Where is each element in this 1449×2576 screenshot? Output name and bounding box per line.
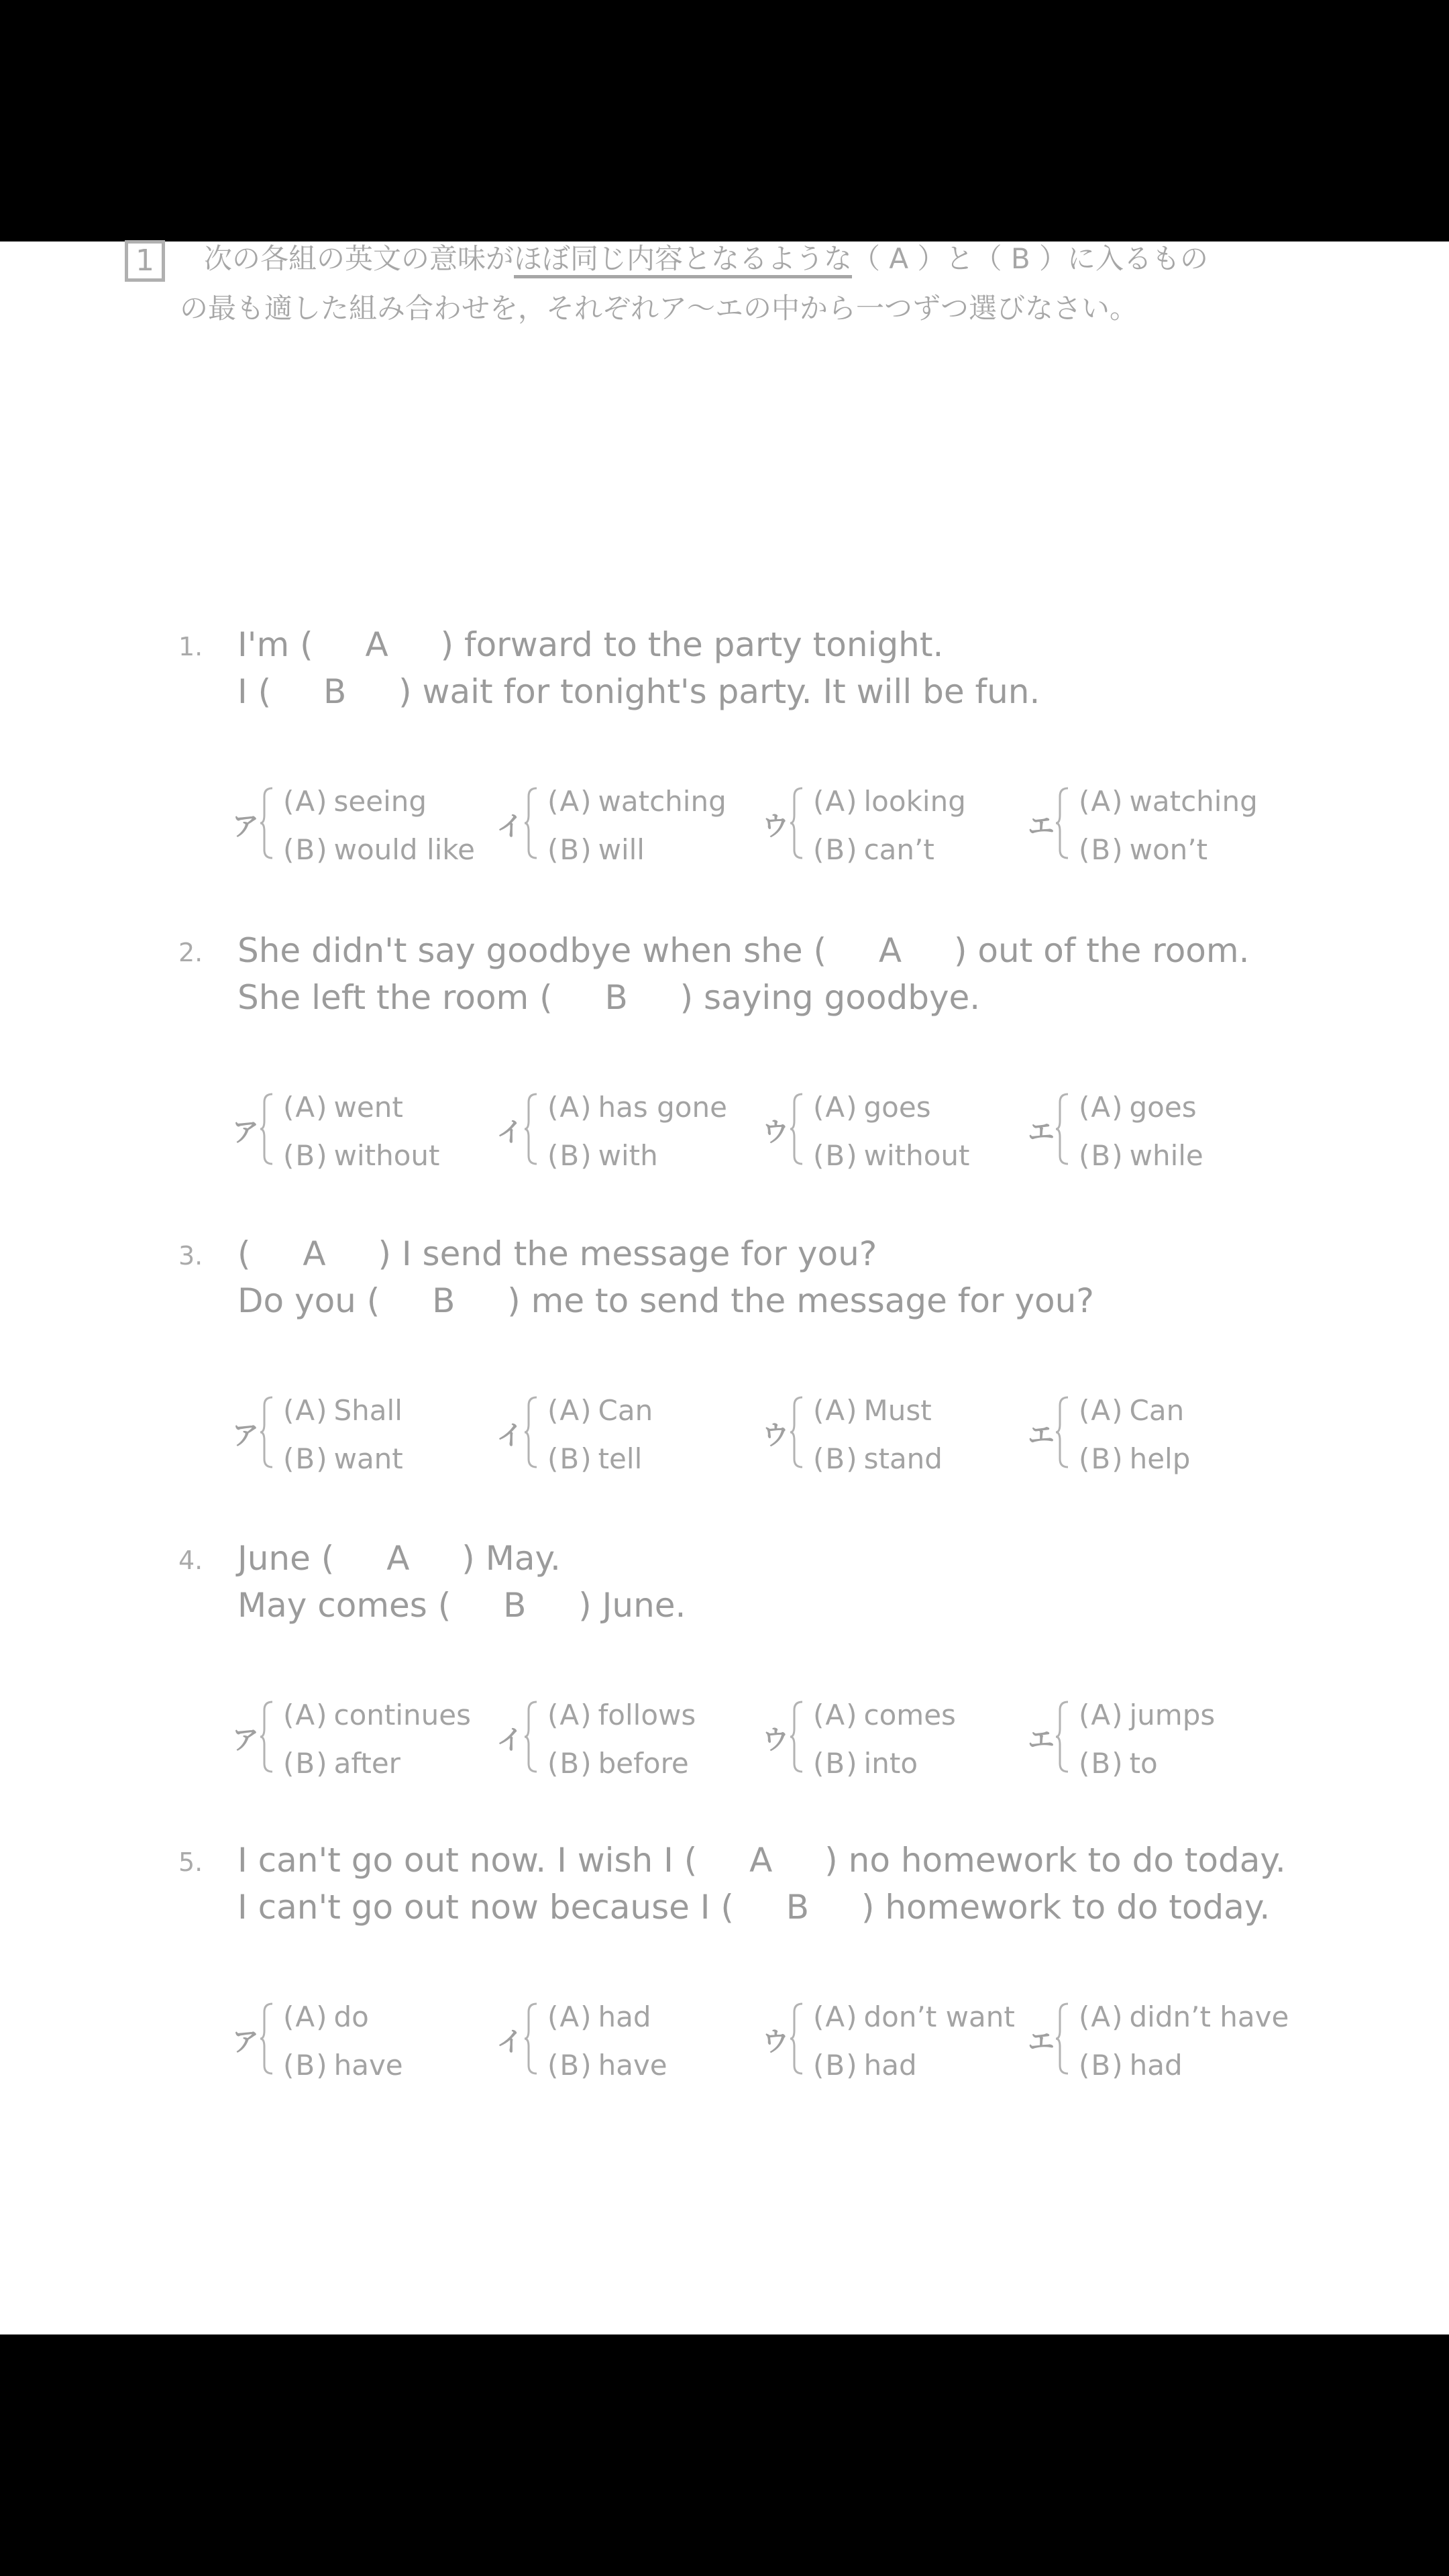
- answer-option[interactable]: [1028, 1394, 1296, 1474]
- choice-a: (A) goes: [1079, 1091, 1197, 1124]
- blank-b: B: [323, 672, 347, 711]
- choice-b: (B) will: [547, 833, 645, 866]
- question-number: 5.: [178, 1847, 203, 1877]
- choice-a: (A) Shall: [283, 1394, 402, 1427]
- choice-b: (B) stand: [813, 1442, 943, 1475]
- choice-b: (B) have: [283, 2049, 403, 2082]
- answer-option[interactable]: [232, 1091, 500, 1171]
- choice-a: (A) has gone: [547, 1091, 727, 1124]
- choice-a: (A) comes: [813, 1699, 956, 1731]
- choice-a: (A) don’t want: [813, 2000, 1015, 2033]
- question-number: 3.: [178, 1241, 203, 1271]
- answer-options: [232, 2000, 1332, 2081]
- choice-a: (A) watching: [1079, 785, 1258, 818]
- option-letter: ア: [232, 1420, 259, 1451]
- question-number: 4.: [178, 1546, 203, 1575]
- blank-b: B: [432, 1281, 455, 1320]
- question-number: 1.: [178, 632, 203, 661]
- brace-icon: [1055, 2002, 1071, 2076]
- choice-b: (B) want: [283, 1442, 403, 1475]
- brace-icon: [1055, 786, 1071, 860]
- option-letter: ウ: [762, 1117, 789, 1148]
- brace-icon: [1055, 1700, 1071, 1774]
- choice-b: (B) while: [1079, 1139, 1203, 1172]
- choice-b: (B) won’t: [1079, 833, 1208, 866]
- brace-icon: [789, 786, 805, 860]
- option-letter: ア: [232, 811, 259, 842]
- choice-b: (B) with: [547, 1139, 658, 1172]
- option-letter: エ: [1028, 1420, 1055, 1451]
- sentence-b: Do you ( B ) me to send the message for you?: [237, 1281, 1094, 1320]
- option-letter: イ: [496, 811, 523, 842]
- brace-icon: [1055, 1395, 1071, 1469]
- sentence-b: She left the room ( B ) saying goodbye.: [237, 978, 981, 1017]
- choice-b: (B) into: [813, 1747, 918, 1780]
- brace-icon: [259, 1700, 275, 1774]
- choice-a: (A) Must: [813, 1394, 932, 1427]
- option-letter: エ: [1028, 1725, 1055, 1756]
- answer-option[interactable]: [762, 1394, 1030, 1474]
- sentence-a: ( A ) I send the message for you?: [237, 1234, 877, 1273]
- choice-b: (B) after: [283, 1747, 400, 1780]
- sentence-a: I can't go out now. I wish I ( A ) no homework to do today.: [237, 1841, 1286, 1880]
- answer-option[interactable]: [1028, 1699, 1296, 1779]
- sentence-b: May comes ( B ) June.: [237, 1586, 686, 1625]
- choice-b: (B) have: [547, 2049, 667, 2082]
- answer-option[interactable]: [232, 1699, 500, 1779]
- option-letter: ウ: [762, 1420, 789, 1451]
- answer-options: [232, 1699, 1332, 1779]
- instruction-line-1: 次の各組の英文の意味がほぼ同じ内容となるような（ A ）と（ B ）に入るもの: [204, 242, 1208, 275]
- answer-option[interactable]: [762, 1699, 1030, 1779]
- answer-option[interactable]: [762, 2000, 1030, 2081]
- brace-icon: [259, 2002, 275, 2076]
- choice-a: (A) went: [283, 1091, 403, 1124]
- answer-option[interactable]: [1028, 2000, 1296, 2081]
- brace-icon: [259, 786, 275, 860]
- choice-a: (A) Can: [547, 1394, 653, 1427]
- option-letter: ア: [232, 1725, 259, 1756]
- answer-options: [232, 785, 1332, 865]
- sentence-b: I can't go out now because I ( B ) homework to do today.: [237, 1888, 1271, 1927]
- brace-icon: [1055, 1092, 1071, 1166]
- choice-a: (A) goes: [813, 1091, 931, 1124]
- choice-b: (B) before: [547, 1747, 689, 1780]
- choice-a: (A) continues: [283, 1699, 472, 1731]
- question-number: 2.: [178, 938, 203, 967]
- blank-a: A: [878, 931, 902, 970]
- sentence-a: She didn't say goodbye when she ( A ) out of the room.: [237, 931, 1250, 970]
- option-letter: ウ: [762, 811, 789, 842]
- option-letter: ウ: [762, 2027, 789, 2057]
- sentence-a: June ( A ) May.: [237, 1539, 561, 1578]
- blank-b: B: [786, 1888, 810, 1927]
- answer-option[interactable]: [762, 785, 1030, 865]
- option-letter: イ: [496, 1117, 523, 1148]
- choice-b: (B) would like: [283, 833, 475, 866]
- option-letter: イ: [496, 1725, 523, 1756]
- blank-a: A: [365, 625, 388, 664]
- choice-a: (A) Can: [1079, 1394, 1185, 1427]
- underlined-phrase: ほぼ同じ内容となるような: [514, 242, 853, 275]
- blank-b: B: [503, 1586, 527, 1625]
- choice-b: (B) help: [1079, 1442, 1191, 1475]
- choice-b: (B) had: [1079, 2049, 1183, 2082]
- option-letter: ウ: [762, 1725, 789, 1756]
- answer-option[interactable]: [762, 1091, 1030, 1171]
- answer-option[interactable]: [232, 785, 500, 865]
- option-letter: エ: [1028, 1117, 1055, 1148]
- answer-option[interactable]: [1028, 785, 1296, 865]
- brace-icon: [523, 786, 539, 860]
- option-letter: ア: [232, 1117, 259, 1148]
- choice-b: (B) had: [813, 2049, 917, 2082]
- sentence-a: I'm ( A ) forward to the party tonight.: [237, 625, 944, 664]
- blank-b: B: [604, 978, 628, 1017]
- option-letter: イ: [496, 1420, 523, 1451]
- answer-option[interactable]: [232, 2000, 500, 2081]
- instruction-line-2: の最も適した組み合わせを，それぞれア～エの中から一つずつ選びなさい。: [180, 292, 1138, 325]
- answer-option[interactable]: [496, 2000, 765, 2081]
- choice-a: (A) do: [283, 2000, 369, 2033]
- choice-a: (A) watching: [547, 785, 727, 818]
- brace-icon: [789, 1092, 805, 1166]
- brace-icon: [789, 1700, 805, 1774]
- answer-option[interactable]: [496, 1091, 765, 1171]
- choice-a: (A) seeing: [283, 785, 427, 818]
- option-letter: エ: [1028, 811, 1055, 842]
- brace-icon: [789, 2002, 805, 2076]
- choice-a: (A) jumps: [1079, 1699, 1216, 1731]
- choice-a: (A) looking: [813, 785, 966, 818]
- answer-options: [232, 1394, 1332, 1474]
- brace-icon: [523, 1092, 539, 1166]
- sentence-b: I ( B ) wait for tonight's party. It will be fun.: [237, 672, 1040, 711]
- brace-icon: [259, 1092, 275, 1166]
- brace-icon: [523, 1395, 539, 1469]
- blank-a: A: [303, 1234, 326, 1273]
- option-letter: ア: [232, 2027, 259, 2057]
- choice-a: (A) didn’t have: [1079, 2000, 1289, 2033]
- brace-icon: [523, 2002, 539, 2076]
- blank-a: A: [749, 1841, 773, 1880]
- brace-icon: [259, 1395, 275, 1469]
- brace-icon: [523, 1700, 539, 1774]
- choice-b: (B) to: [1079, 1747, 1158, 1780]
- choice-a: (A) follows: [547, 1699, 696, 1731]
- section-number-box: 1: [125, 240, 165, 282]
- choice-b: (B) can’t: [813, 833, 934, 866]
- option-letter: エ: [1028, 2027, 1055, 2057]
- choice-b: (B) without: [813, 1139, 970, 1172]
- blank-a: A: [386, 1539, 410, 1578]
- answer-option[interactable]: [496, 785, 765, 865]
- answer-option[interactable]: [496, 1699, 765, 1779]
- answer-option[interactable]: [496, 1394, 765, 1474]
- choice-b: (B) without: [283, 1139, 440, 1172]
- brace-icon: [789, 1395, 805, 1469]
- answer-option[interactable]: [232, 1394, 500, 1474]
- option-letter: イ: [496, 2027, 523, 2057]
- answer-option[interactable]: [1028, 1091, 1296, 1171]
- answer-options: [232, 1091, 1332, 1171]
- choice-a: (A) had: [547, 2000, 651, 2033]
- choice-b: (B) tell: [547, 1442, 643, 1475]
